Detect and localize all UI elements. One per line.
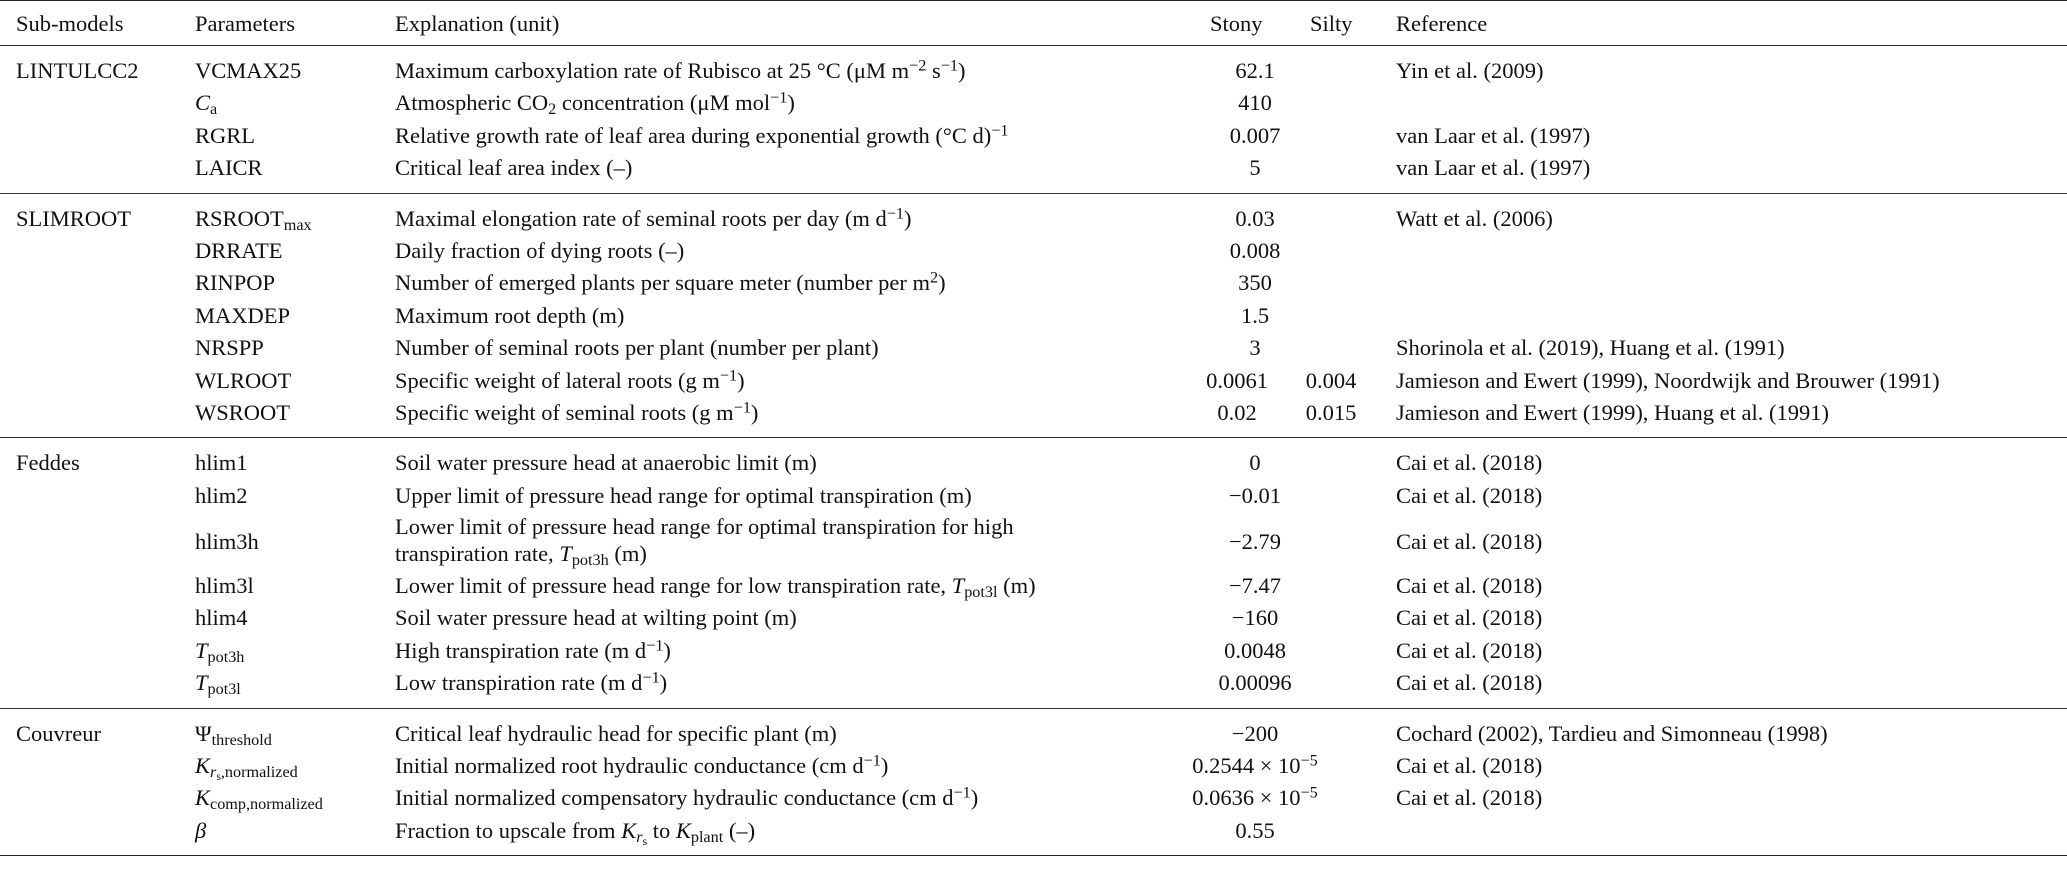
param-explanation: Atmospheric $CO_2$ concentration (μM mol$^{-1}$) (395, 89, 795, 119)
param-name: hlim2 (195, 482, 248, 508)
param-reference: Cochard (2002), Tardieu and Simonneau (1998) (1396, 720, 1828, 746)
param-name: hlim3l (195, 573, 254, 599)
param-name: β (195, 817, 207, 843)
param-value: 3 (1249, 335, 1261, 361)
param-value: 5 (1249, 155, 1261, 181)
param-explanation: Upper limit of pressure head range for optimal transpiration (m) (395, 482, 972, 508)
param-value: 62.1 (1235, 58, 1275, 83)
table-row (0, 512, 2067, 570)
param-name: RGRL (195, 122, 256, 148)
header-parameters: Parameters (195, 11, 295, 36)
param-reference: Cai et al. (2018) (1396, 482, 1543, 508)
param-value: 0.007 (1229, 122, 1281, 148)
table-row (0, 718, 2067, 750)
table-row (0, 120, 2067, 152)
header-stony: Stony (1210, 11, 1263, 36)
param-value: 0.55 (1235, 817, 1275, 843)
sub-model-name: Couvreur (16, 720, 101, 746)
param-reference: Cai et al. (2018) (1396, 670, 1543, 696)
param-explanation: Initial normalized root hydraulic conductance (cm $d^{-1}$) (395, 751, 889, 779)
param-name: RINPOP (195, 270, 276, 296)
sub-model-name: Feddes (16, 450, 80, 476)
param-value: 350 (1238, 270, 1272, 296)
param-name: $K_{r_s,normalized}$ (195, 753, 298, 783)
param-reference: Shorinola et al. (2019), Huang et al. (1991) (1396, 335, 1785, 361)
param-value: 0.0048 (1224, 637, 1286, 663)
param-reference: Cai et al. (2018) (1396, 753, 1543, 779)
table-row (0, 570, 2067, 602)
header-reference: Reference (1396, 11, 1488, 36)
param-name: NRSPP (195, 335, 264, 361)
param-name: WSROOT (195, 399, 290, 425)
param-value: 410 (1238, 90, 1272, 116)
param-value: 0 (1249, 450, 1261, 476)
param-value-silty: 0.004 (1305, 367, 1357, 393)
param-reference: Watt et al. (2006) (1396, 205, 1553, 231)
param-name: $T_{pot3h}$ (195, 637, 245, 666)
param-explanation: Maximum root depth (m) (395, 302, 625, 328)
param-name: $C_a$ (195, 90, 218, 119)
param-value: 0.008 (1229, 237, 1281, 263)
param-name: MAXDEP (195, 302, 291, 328)
param-explanation: Daily fraction of dying roots (–) (395, 237, 685, 263)
param-name: $\Psi_{threshold}$ (195, 720, 272, 749)
param-name: hlim4 (195, 605, 248, 631)
param-explanation: Relative growth rate of leaf area during exponential growth (°C d)$^{-1}$ (395, 121, 1009, 148)
param-explanation: Initial normalized compensatory hydraulic conductance (cm $d^{-1}$) (395, 784, 979, 811)
param-explanation: Maximal elongation rate of seminal roots per day (m $d^{-1}$) (395, 204, 912, 231)
group-couvreur (0, 709, 2067, 857)
param-explanation: Soil water pressure head at anaerobic limit (m) (395, 450, 817, 476)
param-explanation: Critical leaf hydraulic head for specific plant (m) (395, 720, 837, 746)
param-value: 0.00096 (1218, 670, 1292, 696)
group-lintulcc2 (0, 46, 2067, 194)
param-value: 0.03 (1235, 205, 1275, 231)
param-explanation: Number of seminal roots per plant (number per plant) (395, 335, 879, 361)
param-explanation: Lower limit of pressure head range for optimal transpiration for high transpiration rate, $T_{pot3h}$ (m) (395, 514, 1014, 570)
header-sub-models: Sub-models (16, 11, 124, 36)
param-value-silty: 0.015 (1305, 399, 1357, 425)
param-reference: Cai et al. (2018) (1396, 605, 1543, 631)
param-explanation: Soil water pressure head at wilting point (m) (395, 605, 797, 631)
group-feddes (0, 438, 2067, 708)
table-row (0, 267, 2067, 299)
param-name: hlim3h (195, 529, 259, 555)
param-value: −2.79 (1228, 529, 1282, 555)
table-row (0, 203, 2067, 235)
param-explanation: Maximum carboxylation rate of Rubisco at 25 °C (μM $m^{-2}$ $s^{-1}$) (395, 56, 966, 83)
table-row (0, 87, 2067, 119)
table-row (0, 365, 2067, 397)
group-slimroot (0, 194, 2067, 439)
param-reference: Cai et al. (2018) (1396, 529, 1543, 555)
param-name: WLROOT (195, 367, 292, 393)
table-row (0, 750, 2067, 782)
table-header (0, 1, 2067, 46)
table-row (0, 667, 2067, 699)
table-row (0, 397, 2067, 429)
param-value: −200 (1231, 720, 1279, 746)
header-silty: Silty (1310, 11, 1353, 36)
table-row (0, 602, 2067, 634)
param-name: $T_{pot3l}$ (195, 670, 241, 699)
table-row (0, 635, 2067, 667)
param-value: −0.01 (1228, 482, 1282, 508)
param-value: −160 (1231, 605, 1279, 631)
param-explanation: Low transpiration rate (m $d^{-1}$) (395, 668, 668, 696)
table-row (0, 300, 2067, 332)
header-explanation: Explanation (unit) (395, 11, 560, 36)
table-row (0, 815, 2067, 847)
param-value: $0.0636 \times 10^{-5}$ (1192, 784, 1318, 811)
param-explanation: Fraction to upscale from $K_{r_s}$ to $K_{plant}$ (–) (395, 817, 756, 848)
param-name: hlim1 (195, 450, 248, 476)
param-name: VCMAX25 (195, 58, 302, 83)
table-row (0, 235, 2067, 267)
table-row (0, 782, 2067, 814)
sub-model-name: LINTULCC2 (16, 58, 139, 83)
table-row (0, 55, 2067, 87)
param-value-stony: 0.02 (1217, 399, 1257, 425)
param-value: −7.47 (1228, 573, 1282, 599)
table-row (0, 480, 2067, 512)
param-name: $RSROOT_{max}$ (195, 205, 312, 234)
param-reference: van Laar et al. (1997) (1396, 122, 1591, 148)
param-reference: Cai et al. (2018) (1396, 637, 1543, 663)
param-name: $K_{comp,normalized}$ (195, 785, 323, 814)
param-reference: Cai et al. (2018) (1396, 785, 1543, 811)
param-explanation: Specific weight of seminal roots (g $m^{-1}$) (395, 398, 759, 425)
param-reference: Jamieson and Ewert (1999), Noordwijk and Brouwer (1991) (1396, 367, 1940, 393)
table-row (0, 332, 2067, 364)
sub-model-name: SLIMROOT (16, 205, 132, 231)
param-explanation: High transpiration rate (m $d^{-1}$) (395, 636, 671, 663)
param-value: 1.5 (1240, 302, 1270, 328)
param-reference: Yin et al. (2009) (1396, 58, 1544, 83)
param-reference: Cai et al. (2018) (1396, 573, 1543, 599)
table-row (0, 152, 2067, 184)
param-value-stony: 0.0061 (1206, 367, 1268, 393)
param-reference: Jamieson and Ewert (1999), Huang et al. (1991) (1396, 399, 1830, 425)
param-explanation: Specific weight of lateral roots (g $m^{-1}$) (395, 366, 745, 393)
table-row (0, 447, 2067, 479)
param-name: DRRATE (195, 237, 283, 263)
param-explanation: Lower limit of pressure head range for low transpiration rate, $T_{pot3l}$ (m) (395, 573, 1036, 602)
param-name: LAICR (195, 155, 263, 181)
param-reference: Cai et al. (2018) (1396, 450, 1543, 476)
param-explanation: Number of emerged plants per square meter (number per $m^2$) (395, 269, 946, 296)
param-explanation: Critical leaf area index (–) (395, 155, 633, 181)
param-reference: van Laar et al. (1997) (1396, 155, 1591, 181)
param-value: $0.2544 \times 10^{-5}$ (1192, 751, 1318, 779)
